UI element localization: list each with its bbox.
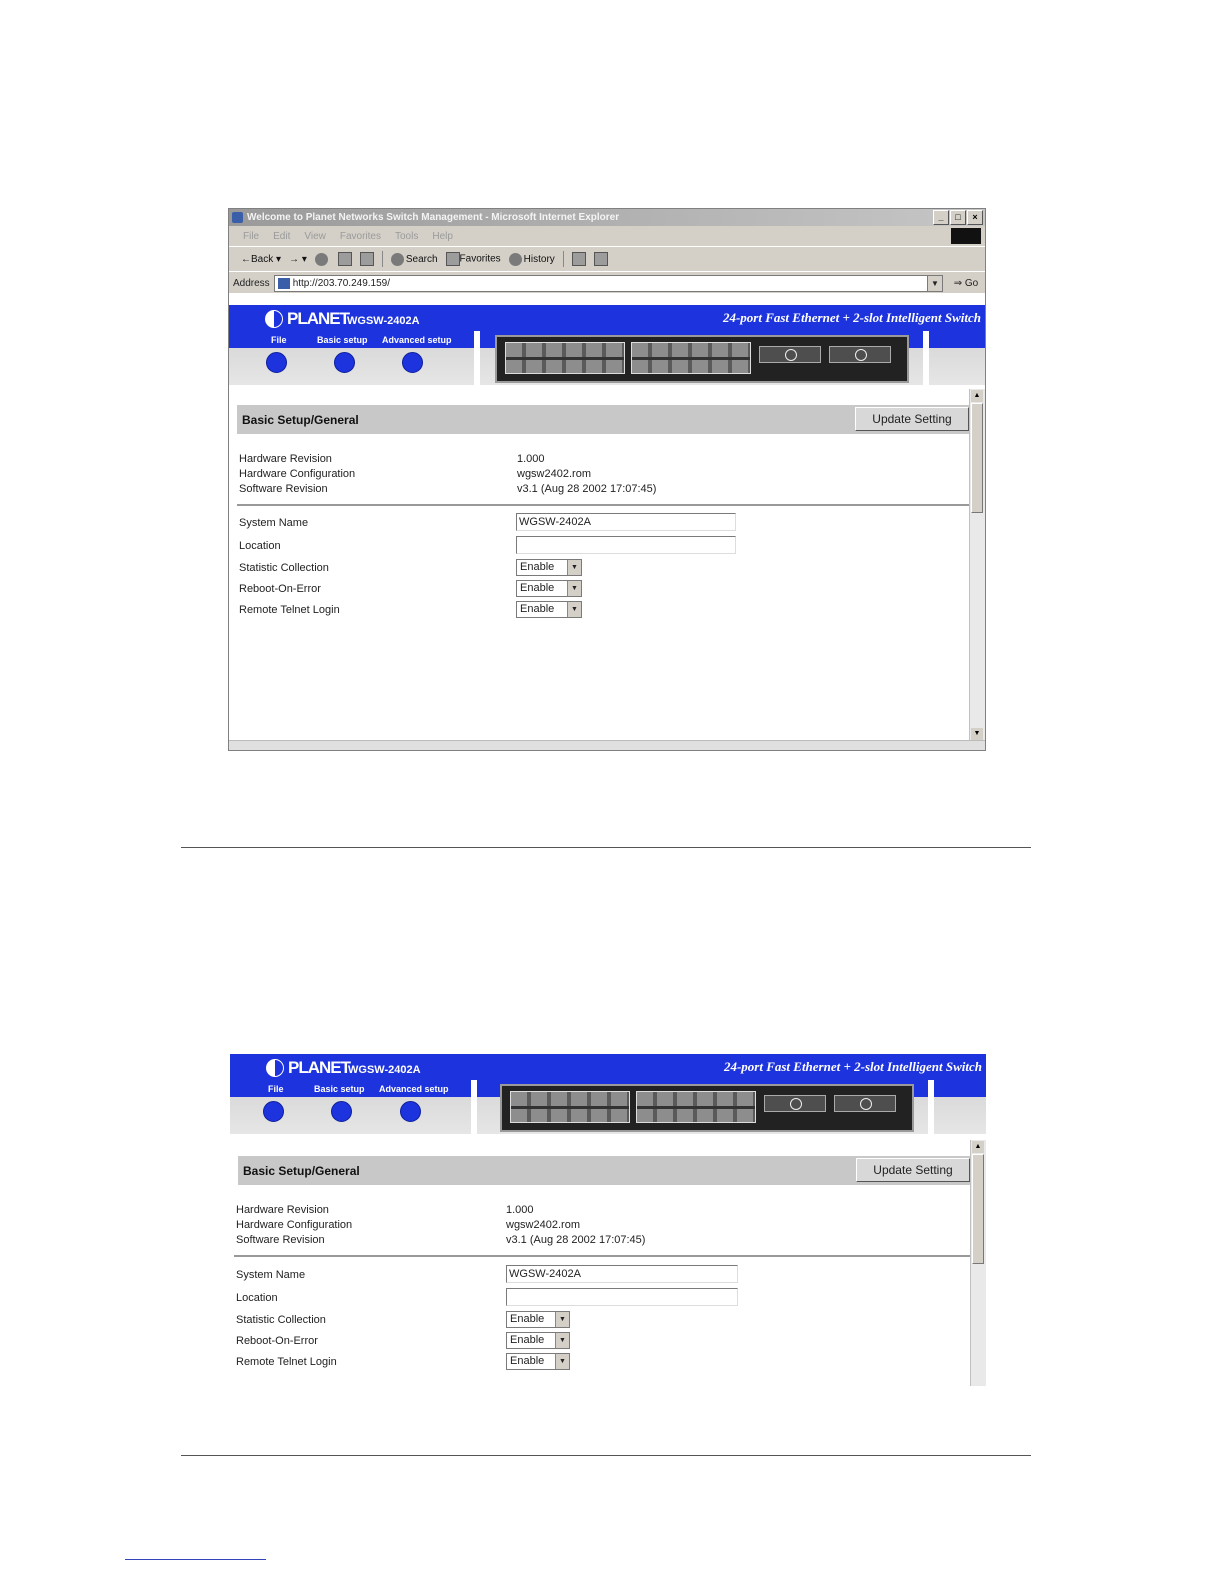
reboot-on-error-select[interactable]: [516, 580, 582, 597]
location-input[interactable]: [516, 536, 736, 554]
page-viewport: [229, 293, 985, 750]
update-setting-button[interactable]: Update Setting: [855, 407, 969, 431]
scrollbar-thumb[interactable]: [972, 1154, 984, 1264]
toolbar-separator: [563, 251, 564, 267]
remote-telnet-login-value: Enable: [520, 603, 555, 615]
favorites-button[interactable]: [446, 252, 501, 266]
hardware-configuration-label: Hardware Configuration: [239, 468, 356, 480]
expansion-slot-2: [834, 1095, 896, 1112]
statistic-collection-label: Statistic Collection: [239, 562, 329, 574]
history-button[interactable]: [509, 253, 555, 266]
footnote-line: [125, 1559, 266, 1560]
statistic-collection-select[interactable]: [506, 1311, 570, 1328]
chevron-down-icon: ▼: [555, 1312, 569, 1327]
update-setting-button[interactable]: Update Setting: [856, 1158, 970, 1182]
favorites-icon: [446, 252, 460, 266]
software-revision-value: v3.1 (Aug 28 2002 17:07:45): [517, 483, 657, 495]
scrollbar-thumb[interactable]: [971, 403, 983, 513]
divider: [474, 331, 480, 385]
nav-basic-setup-button[interactable]: [331, 1101, 352, 1122]
nav-basic-label: Basic setup: [317, 335, 368, 345]
hardware-revision-value: 1.000: [506, 1204, 534, 1216]
page-screenshot: [230, 1054, 986, 1386]
page-divider: [181, 1455, 1031, 1456]
favorites-label: Favorites: [459, 253, 501, 265]
refresh-icon[interactable]: [338, 252, 352, 266]
model-name: WGSW-2402A: [347, 315, 420, 327]
back-label: Back: [251, 253, 274, 265]
menu-help[interactable]: Help: [432, 230, 453, 242]
vertical-scrollbar[interactable]: [969, 389, 985, 741]
app-header: [229, 305, 985, 333]
remote-telnet-login-select[interactable]: [506, 1353, 570, 1370]
hardware-configuration-label: Hardware Configuration: [236, 1219, 353, 1231]
vertical-scrollbar[interactable]: [970, 1140, 986, 1386]
statistic-collection-value: Enable: [510, 1313, 545, 1325]
address-bar: [229, 272, 985, 295]
software-revision-label: Software Revision: [239, 483, 328, 495]
planet-logo: [265, 309, 349, 329]
divider: [923, 331, 929, 385]
menu-bar: [229, 226, 985, 247]
url-text: http://203.70.249.159/: [292, 277, 390, 289]
reboot-on-error-label: Reboot-On-Error: [236, 1335, 318, 1347]
expansion-slot-1: [759, 346, 821, 363]
planet-logo-text: PLANET: [287, 309, 349, 328]
search-button[interactable]: [391, 253, 438, 266]
system-name-label: System Name: [239, 517, 309, 529]
page-title: Basic Setup/General: [242, 413, 359, 427]
maximize-button[interactable]: □: [950, 210, 966, 225]
remote-telnet-login-label: Remote Telnet Login: [236, 1356, 337, 1368]
planet-logo-text: PLANET: [288, 1058, 350, 1077]
planet-logo-icon: [266, 1059, 284, 1077]
reboot-on-error-label: Reboot-On-Error: [239, 583, 321, 595]
address-dropdown-icon[interactable]: ▼: [927, 276, 942, 291]
nav-strip: [229, 331, 985, 385]
menu-favorites[interactable]: Favorites: [339, 230, 381, 242]
planet-logo: [266, 1058, 350, 1078]
product-tagline: 24-port Fast Ethernet + 2-slot Intelligent Switch: [723, 1059, 982, 1074]
divider: [237, 504, 969, 506]
menu-view[interactable]: View: [304, 230, 326, 242]
hardware-revision-label: Hardware Revision: [239, 453, 332, 465]
planet-logo-icon: [265, 310, 283, 328]
divider: [234, 1255, 970, 1257]
divider: [471, 1080, 477, 1134]
go-button[interactable]: ⇒ Go: [953, 277, 979, 289]
page-icon: [278, 278, 290, 289]
statistic-collection-value: Enable: [520, 561, 555, 573]
standard-toolbar: [229, 247, 985, 272]
home-icon[interactable]: [360, 252, 374, 266]
close-button[interactable]: ×: [967, 210, 983, 225]
remote-telnet-login-label: Remote Telnet Login: [239, 604, 340, 616]
expansion-slot-1: [764, 1095, 826, 1112]
reboot-on-error-value: Enable: [520, 582, 555, 594]
page-title: Basic Setup/General: [243, 1164, 360, 1178]
toolbar-separator: [382, 251, 383, 267]
switch-front-panel-image: [500, 1084, 914, 1132]
stop-icon[interactable]: [315, 253, 328, 266]
location-input[interactable]: [506, 1288, 738, 1306]
back-button[interactable]: ←Back ▾: [241, 253, 282, 265]
chevron-down-icon: ▼: [567, 581, 581, 596]
page-divider: [181, 847, 1031, 848]
statistic-collection-select[interactable]: [516, 559, 582, 576]
chevron-down-icon: ▼: [555, 1354, 569, 1369]
window-controls: [933, 210, 983, 225]
windows-logo-icon: [951, 228, 981, 244]
browser-window: [228, 208, 986, 751]
remote-telnet-login-select[interactable]: [516, 601, 582, 618]
minimize-button[interactable]: _: [933, 210, 949, 225]
address-input[interactable]: [274, 275, 943, 292]
port-block-1: [510, 1091, 630, 1123]
hardware-configuration-value: wgsw2402.rom: [517, 468, 591, 480]
switch-front-panel-image: [495, 335, 909, 383]
reboot-on-error-value: Enable: [510, 1334, 545, 1346]
location-label: Location: [236, 1292, 278, 1304]
search-label: Search: [405, 253, 438, 265]
system-name-label: System Name: [236, 1269, 306, 1281]
port-block-2: [631, 342, 751, 374]
section-header: [238, 1156, 970, 1185]
print-icon[interactable]: [594, 252, 608, 266]
menu-tools[interactable]: Tools: [394, 230, 419, 242]
nav-advanced-setup-button[interactable]: [400, 1101, 421, 1122]
system-name-input[interactable]: WGSW-2402A: [506, 1265, 738, 1283]
hardware-revision-label: Hardware Revision: [236, 1204, 329, 1216]
forward-button[interactable]: → ▾: [289, 253, 307, 265]
address-label: Address: [233, 277, 270, 289]
remote-telnet-login-value: Enable: [510, 1355, 545, 1367]
nav-advanced-label: Advanced setup: [382, 335, 452, 345]
nav-advanced-setup-button[interactable]: [402, 352, 423, 373]
app-header: [230, 1054, 986, 1082]
search-icon: [391, 253, 404, 266]
port-block-2: [636, 1091, 756, 1123]
go-label: Go: [964, 277, 979, 289]
nav-basic-setup-button[interactable]: [334, 352, 355, 373]
hardware-configuration-value: wgsw2402.rom: [506, 1219, 580, 1231]
nav-file-button[interactable]: [266, 352, 287, 373]
nav-strip: [230, 1080, 986, 1134]
menu-file[interactable]: File: [243, 230, 260, 242]
expansion-slot-2: [829, 346, 891, 363]
reboot-on-error-select[interactable]: [506, 1332, 570, 1349]
horizontal-scrollbar[interactable]: [229, 740, 985, 750]
nav-file-button[interactable]: [263, 1101, 284, 1122]
scroll-up-icon[interactable]: ▲: [972, 1141, 984, 1153]
location-label: Location: [239, 540, 281, 552]
statistic-collection-label: Statistic Collection: [236, 1314, 326, 1326]
section-header: [237, 405, 969, 434]
nav-file-label: File: [271, 335, 287, 345]
software-revision-label: Software Revision: [236, 1234, 325, 1246]
ie-icon: [232, 212, 243, 223]
nav-basic-label: Basic setup: [314, 1084, 365, 1094]
nav-advanced-label: Advanced setup: [379, 1084, 449, 1094]
divider: [928, 1080, 934, 1134]
history-icon: [509, 253, 522, 266]
menu-edit[interactable]: Edit: [273, 230, 291, 242]
chevron-down-icon: ▼: [555, 1333, 569, 1348]
history-label: History: [523, 253, 555, 265]
product-tagline: 24-port Fast Ethernet + 2-slot Intelligent Switch: [722, 310, 981, 325]
window-title: Welcome to Planet Networks Switch Management - Microsoft Internet Explorer: [247, 212, 620, 223]
model-name: WGSW-2402A: [348, 1064, 421, 1076]
port-block-1: [505, 342, 625, 374]
mail-icon[interactable]: [572, 252, 586, 266]
title-bar: [229, 209, 985, 226]
scroll-up-icon[interactable]: ▲: [971, 390, 983, 402]
chevron-down-icon: ▼: [567, 560, 581, 575]
chevron-down-icon: ▼: [567, 602, 581, 617]
hardware-revision-value: 1.000: [517, 453, 545, 465]
system-name-input[interactable]: WGSW-2402A: [516, 513, 736, 531]
software-revision-value: v3.1 (Aug 28 2002 17:07:45): [506, 1234, 646, 1246]
scroll-down-icon[interactable]: ▼: [971, 728, 983, 740]
nav-file-label: File: [268, 1084, 284, 1094]
